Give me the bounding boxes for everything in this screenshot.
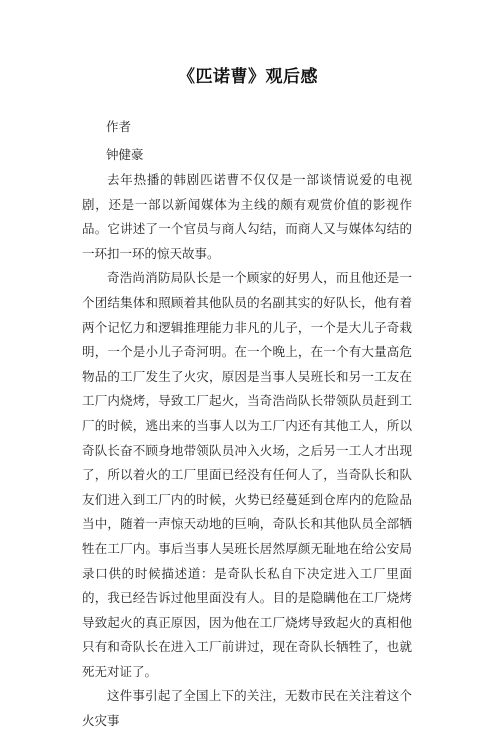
author-name: 钟健豪 xyxy=(106,147,144,162)
paragraph-3: 这件事引起了全国上下的关注，无数市民在关注着这个火灾事 xyxy=(82,688,412,729)
document-body xyxy=(82,168,412,734)
paragraph-1: 去年热播的韩剧匹诺曹不仅仅是一部谈情说爱的电视剧，还是一部以新闻媒体为主线的颇有观赏价值的影视作品。它讲述了一个官员与商人勾结，而商人又与媒体勾结的一环扣一环的惊天故事。 xyxy=(82,172,412,261)
paragraph-2: 奇浩尚消防局队长是一个顾家的好男人，而且他还是一个团结集体和照顾着其他队员的名副其实的好队长，他有着两个记忆力和逻辑推理能力非凡的儿子，一个是大儿子奇栽明，一个是小儿子奇河明。在一个晚上，在一个有大量高危物品的工厂发生了火灾，原因是当事人吴班长和另一工友在工厂内烧烤，导致工厂起火，当奇浩尚队长带领队员赶到工厂的时候，逃出来的当事人以为工厂内还有其他工人，所以奇队长奋不顾身地带领队员冲入火场，之后另一工人才出现了，所以着火的工厂里面已经没有任何人了，当奇队长和队友们进入到工厂内的时候，火势已经蔓延到仓库内的危险品当中，随着一声惊天动地的巨响，奇队长和其他队员全部牺牲在工厂内。事后当事人吴班长居然厚颜无耻地在给公安局录口供的时候描述道：是奇队长私自下决定进入工厂里面的，我已经告诉过他里面没有人。目的是隐瞒他在工厂烧烤导致起火的真正原因，因为他在工厂烧烤导致起火的真相他只有和奇队长在进入工厂前讲过，现在奇队长牺牲了，也就死无对证了。 xyxy=(82,270,412,679)
author-label: 作者 xyxy=(106,119,132,134)
document-title: 《匹诺曹》观后感 xyxy=(178,67,318,87)
